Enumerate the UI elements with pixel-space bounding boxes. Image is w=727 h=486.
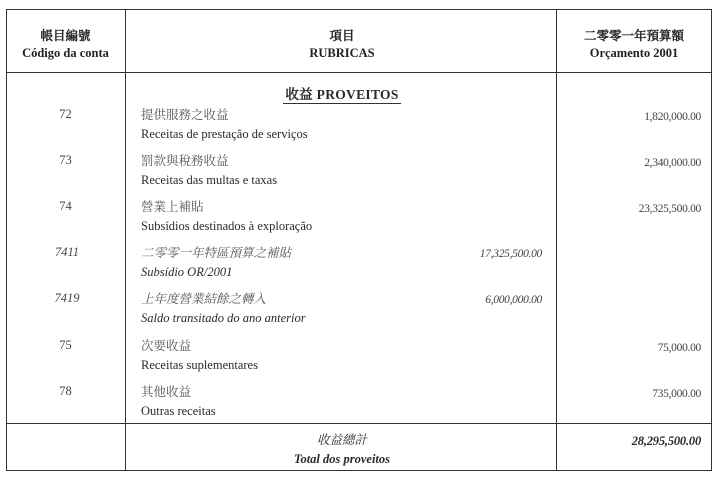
description-zh: 次要收益 <box>141 339 192 353</box>
sub-account-code: 7411 <box>54 245 80 259</box>
account-code: 75 <box>59 338 72 352</box>
description-zh: 上年度營業結餘之轉入 <box>141 292 267 306</box>
sub-account-code: 7419 <box>54 291 80 305</box>
section-title-text: 收益 PROVEITOS <box>285 87 399 102</box>
section-title <box>127 83 557 103</box>
account-code: 74 <box>59 199 72 213</box>
total-label-pt: Total dos proveitos <box>293 452 391 466</box>
description-pt: Receitas suplementares <box>141 358 258 372</box>
header-rubric-zh: 項目 <box>329 29 355 43</box>
column-divider-amount <box>556 9 557 471</box>
header-code-zh: 帳目編號 <box>40 29 91 43</box>
description-zh: 其他收益 <box>141 385 192 399</box>
description-zh: 罰款與稅務收益 <box>141 154 229 168</box>
header-budget-pt: Orçamento 2001 <box>589 46 679 60</box>
sub-account-description <box>141 244 291 282</box>
header-code-pt: Código da conta <box>22 46 109 60</box>
description-zh: 提供服務之收益 <box>141 108 229 122</box>
sub-amount: 6,000,000.00 <box>485 294 542 306</box>
header-budget <box>558 26 710 61</box>
account-description <box>141 383 216 421</box>
header-code <box>8 26 123 61</box>
account-description <box>141 106 308 144</box>
description-pt: Saldo transitado do ano anterior <box>141 311 306 325</box>
description-zh: 營業上補貼 <box>141 200 204 214</box>
description-zh: 二零零一年特區預算之補貼 <box>141 246 292 260</box>
account-description <box>141 152 277 190</box>
description-pt: Subsídios destinados à exploração <box>141 219 313 233</box>
description-pt: Receitas das multas e taxas <box>141 173 278 187</box>
column-divider-code <box>125 9 126 471</box>
total-label-zh: 收益總計 <box>316 433 367 447</box>
description-pt: Outras receitas <box>141 404 216 418</box>
total-divider <box>6 423 712 424</box>
account-code: 78 <box>59 384 72 398</box>
budget-amount: 2,340,000.00 <box>644 157 701 169</box>
budget-amount: 75,000.00 <box>657 342 701 354</box>
header-divider <box>6 72 712 73</box>
description-pt: Subsídio OR/2001 <box>141 265 233 279</box>
header-budget-zh: 二零零一年預算額 <box>583 29 684 43</box>
budget-amount: 735,000.00 <box>652 388 701 400</box>
header-rubric <box>127 26 557 61</box>
account-description <box>141 337 258 375</box>
total-amount: 28,295,500.00 <box>631 434 701 448</box>
account-code: 73 <box>59 153 72 167</box>
total-label <box>127 431 557 469</box>
account-code: 72 <box>59 107 72 121</box>
sub-account-description <box>141 290 306 328</box>
table-frame <box>6 9 712 471</box>
budget-amount: 1,820,000.00 <box>644 111 701 123</box>
account-description <box>141 198 312 236</box>
description-pt: Receitas de prestação de serviços <box>141 127 308 141</box>
header-rubric-pt: RUBRICAS <box>309 46 375 60</box>
budget-amount: 23,325,500.00 <box>638 203 701 215</box>
sub-amount: 17,325,500.00 <box>479 248 542 260</box>
